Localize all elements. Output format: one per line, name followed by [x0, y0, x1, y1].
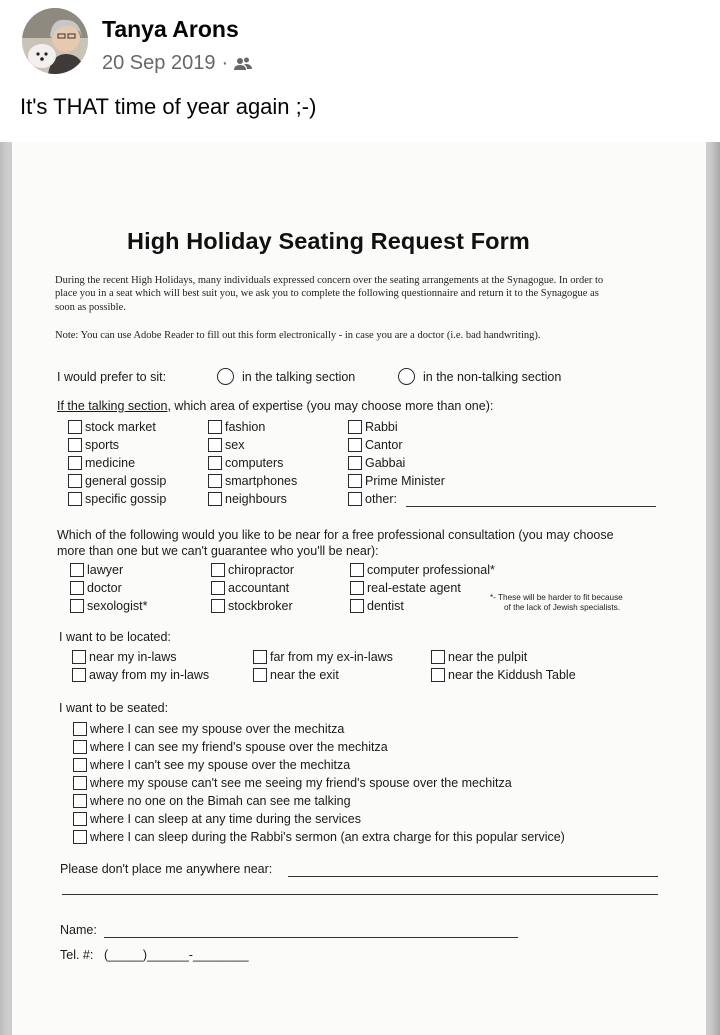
checkbox-stock-market[interactable]: [68, 420, 156, 434]
checkbox-box[interactable]: [70, 563, 84, 577]
checkbox-seated-3[interactable]: [73, 758, 350, 772]
checkbox-box[interactable]: [68, 438, 82, 452]
checkbox-computer-professional[interactable]: [350, 563, 495, 577]
form-title: High Holiday Seating Request Form: [127, 228, 530, 254]
checkbox-box[interactable]: [208, 420, 222, 434]
avatar[interactable]: [22, 8, 88, 74]
checkbox-rabbi[interactable]: [348, 420, 398, 434]
friends-icon[interactable]: [234, 56, 252, 72]
checkbox-label: chiropractor: [228, 563, 294, 577]
checkbox-label: real-estate agent: [367, 581, 461, 595]
name-label: Name:: [60, 923, 97, 937]
radio-talking-label: in the talking section: [242, 369, 356, 384]
checkbox-box[interactable]: [72, 668, 86, 682]
checkbox-computers[interactable]: [208, 456, 283, 470]
checkbox-box[interactable]: [73, 776, 87, 790]
consult-prompt-line1: Which of the following would you like to be near for a free professional consultation (you may choose: [57, 528, 614, 542]
expertise-prompt-rest: , which area of expertise (you may choose more than one):: [167, 399, 494, 413]
checkbox-label: near the pulpit: [448, 650, 528, 664]
checkbox-label: smartphones: [225, 474, 298, 488]
checkbox-seated-5[interactable]: [73, 794, 351, 808]
post-header: [0, 0, 720, 142]
checkbox-other[interactable]: [348, 492, 397, 506]
checkbox-label: stockbroker: [228, 599, 293, 613]
checkbox-box[interactable]: [73, 722, 87, 736]
checkbox-label: sports: [85, 438, 120, 452]
footnote-line1: *- These will be harder to fit because: [490, 593, 623, 602]
checkbox-seated-7[interactable]: [73, 830, 565, 844]
located-label: I want to be located:: [59, 630, 171, 644]
checkbox-label: Prime Minister: [365, 474, 445, 488]
checkbox-box[interactable]: [208, 474, 222, 488]
checkbox-chiropractor[interactable]: [211, 563, 294, 577]
checkbox-box[interactable]: [211, 581, 225, 595]
checkbox-label: far from my ex-in-laws: [270, 650, 393, 664]
checkbox-neighbours[interactable]: [208, 492, 287, 506]
avatar-photo: [22, 8, 88, 74]
checkbox-box[interactable]: [348, 438, 362, 452]
checkbox-box[interactable]: [70, 599, 84, 613]
checkbox-label: Cantor: [365, 438, 403, 452]
checkbox-label: where I can see my spouse over the mechitza: [90, 722, 345, 736]
radio-non-talking-label: in the non-talking section: [423, 369, 562, 384]
expertise-prompt-underlined: If the talking section: [57, 399, 168, 413]
seated-label: I want to be seated:: [59, 701, 169, 715]
checkbox-label: specific gossip: [85, 492, 167, 506]
tel-label: Tel. #:: [60, 948, 94, 962]
checkbox-prime-minister[interactable]: [348, 474, 445, 488]
checkbox-label: where no one on the Bimah can see me talking: [90, 794, 351, 808]
post-author[interactable]: Tanya Arons: [102, 16, 239, 42]
checkbox-label: other:: [365, 492, 397, 506]
checkbox-label: where I can see my friend's spouse over the mechitza: [90, 740, 388, 754]
checkbox-box[interactable]: [73, 758, 87, 772]
checkbox-label: where I can't see my spouse over the mechitza: [90, 758, 351, 772]
checkbox-label: sexologist*: [87, 599, 148, 613]
checkbox-label: accountant: [228, 581, 290, 595]
checkbox-label: computer professional*: [367, 563, 495, 577]
checkbox-label: where I can sleep at any time during the services: [90, 812, 361, 826]
checkbox-away-in-laws[interactable]: [72, 668, 209, 682]
checkbox-label: computers: [225, 456, 284, 470]
checkbox-box[interactable]: [68, 420, 82, 434]
checkbox-dentist[interactable]: [350, 599, 404, 613]
post-meta: [102, 52, 252, 75]
checkbox-near-pulpit[interactable]: [431, 650, 527, 664]
checkbox-label: Gabbai: [365, 456, 406, 470]
checkbox-box[interactable]: [68, 456, 82, 470]
checkbox-box[interactable]: [73, 740, 87, 754]
checkbox-box[interactable]: [73, 794, 87, 808]
checkbox-accountant[interactable]: [211, 581, 289, 595]
checkbox-box[interactable]: [431, 668, 445, 682]
radio-circle[interactable]: [217, 368, 234, 385]
post-photo[interactable]: [0, 142, 720, 1035]
checkbox-stockbroker[interactable]: [211, 599, 293, 613]
checkbox-label: doctor: [87, 581, 122, 595]
checkbox-label: lawyer: [87, 563, 124, 577]
checkbox-seated-2[interactable]: [73, 740, 388, 754]
tel-input[interactable]: (_____)______-________: [104, 948, 249, 962]
checkbox-seated-1[interactable]: [73, 722, 344, 736]
checkbox-box[interactable]: [350, 563, 364, 577]
checkbox-label: Rabbi: [365, 420, 398, 434]
checkbox-label: near the exit: [270, 668, 339, 682]
expertise-prompt: [57, 399, 493, 413]
checkbox-near-kiddush[interactable]: [431, 668, 576, 682]
checkbox-far-ex-in-laws[interactable]: [253, 650, 393, 664]
checkbox-fashion[interactable]: [208, 420, 265, 434]
post-date[interactable]: 20 Sep 2019: [102, 52, 216, 74]
checkbox-box[interactable]: [211, 563, 225, 577]
checkbox-box[interactable]: [73, 830, 87, 844]
checkbox-sex[interactable]: [208, 438, 244, 452]
checkbox-smartphones[interactable]: [208, 474, 297, 488]
checkbox-label: near the Kiddush Table: [448, 668, 576, 682]
checkbox-seated-4[interactable]: [73, 776, 512, 790]
checkbox-label: neighbours: [225, 492, 287, 506]
dont-place-input-line[interactable]: [288, 876, 658, 877]
radio-circle[interactable]: [398, 368, 415, 385]
checkbox-box[interactable]: [348, 420, 362, 434]
checkbox-near-exit[interactable]: [253, 668, 339, 682]
consult-prompt-line2: more than one but we can't guarantee who you'll be near):: [57, 544, 379, 558]
checkbox-box[interactable]: [70, 581, 84, 595]
checkbox-gabbai[interactable]: [348, 456, 405, 470]
checkbox-box[interactable]: [208, 438, 222, 452]
meta-separator: ·: [221, 52, 229, 74]
checkbox-label: sex: [225, 438, 245, 452]
form-note: Note: You can use Adobe Reader to fill out this form electronically - in case you are a doctor (i.e. bad handwriting).: [55, 330, 541, 341]
checkbox-medicine[interactable]: [68, 456, 135, 470]
photo-left-shadow: [0, 142, 12, 1035]
footnote-line2: of the lack of Jewish specialists.: [504, 603, 621, 612]
checkbox-box[interactable]: [211, 599, 225, 613]
checkbox-label: where I can sleep during the Rabbi's sermon (an extra charge for this popular service): [90, 830, 565, 844]
checkbox-box[interactable]: [253, 668, 267, 682]
checkbox-near-in-laws[interactable]: [72, 650, 177, 664]
checkbox-sexologist[interactable]: [70, 599, 147, 613]
checkbox-label: stock market: [85, 420, 156, 434]
checkbox-box[interactable]: [350, 581, 364, 595]
checkbox-box[interactable]: [68, 492, 82, 506]
checkbox-box[interactable]: [348, 456, 362, 470]
checkbox-cantor[interactable]: [348, 438, 403, 452]
radio-talking[interactable]: [217, 368, 355, 385]
post-text: It's THAT time of year again ;-): [20, 94, 317, 119]
checkbox-label: fashion: [225, 420, 266, 434]
prefer-label: I would prefer to sit:: [57, 370, 167, 384]
checkbox-seated-6[interactable]: [73, 812, 361, 826]
checkbox-box[interactable]: [348, 474, 362, 488]
checkbox-label: dentist: [367, 599, 404, 613]
checkbox-doctor[interactable]: [70, 581, 122, 595]
other-input-line[interactable]: [406, 506, 656, 507]
checkbox-box[interactable]: [431, 650, 445, 664]
checkbox-label: general gossip: [85, 474, 167, 488]
dont-place-input-line-2[interactable]: [62, 894, 658, 895]
checkbox-box[interactable]: [253, 650, 267, 664]
checkbox-label: near my in-laws: [89, 650, 177, 664]
checkbox-box[interactable]: [208, 456, 222, 470]
checkbox-box[interactable]: [68, 474, 82, 488]
form-intro: During the recent High Holidays, many individuals expressed concern over the seating arrangements at the Synagogue. In order to place you in a seat which will best suit you, we ask you to complete the following questionnaire and return it to the Synagogue as soon as possible.: [55, 275, 604, 313]
checkbox-box[interactable]: [73, 812, 87, 826]
checkbox-specific-gossip[interactable]: [68, 492, 166, 506]
checkbox-box[interactable]: [208, 492, 222, 506]
dont-place-label: Please don't place me anywhere near:: [60, 862, 273, 876]
checkbox-lawyer[interactable]: [70, 563, 123, 577]
radio-non-talking[interactable]: [398, 368, 561, 385]
checkbox-real-estate-agent[interactable]: [350, 581, 461, 595]
checkbox-general-gossip[interactable]: [68, 474, 166, 488]
checkbox-sports[interactable]: [68, 438, 119, 452]
checkbox-box[interactable]: [72, 650, 86, 664]
checkbox-label: medicine: [85, 456, 136, 470]
paper-form: [12, 142, 706, 1035]
checkbox-label: away from my in-laws: [89, 668, 210, 682]
photo-right-shadow: [706, 142, 720, 1035]
name-input-line[interactable]: [104, 937, 518, 938]
checkbox-box[interactable]: [348, 492, 362, 506]
checkbox-label: where my spouse can't see me seeing my friend's spouse over the mechitza: [90, 776, 512, 790]
checkbox-box[interactable]: [350, 599, 364, 613]
